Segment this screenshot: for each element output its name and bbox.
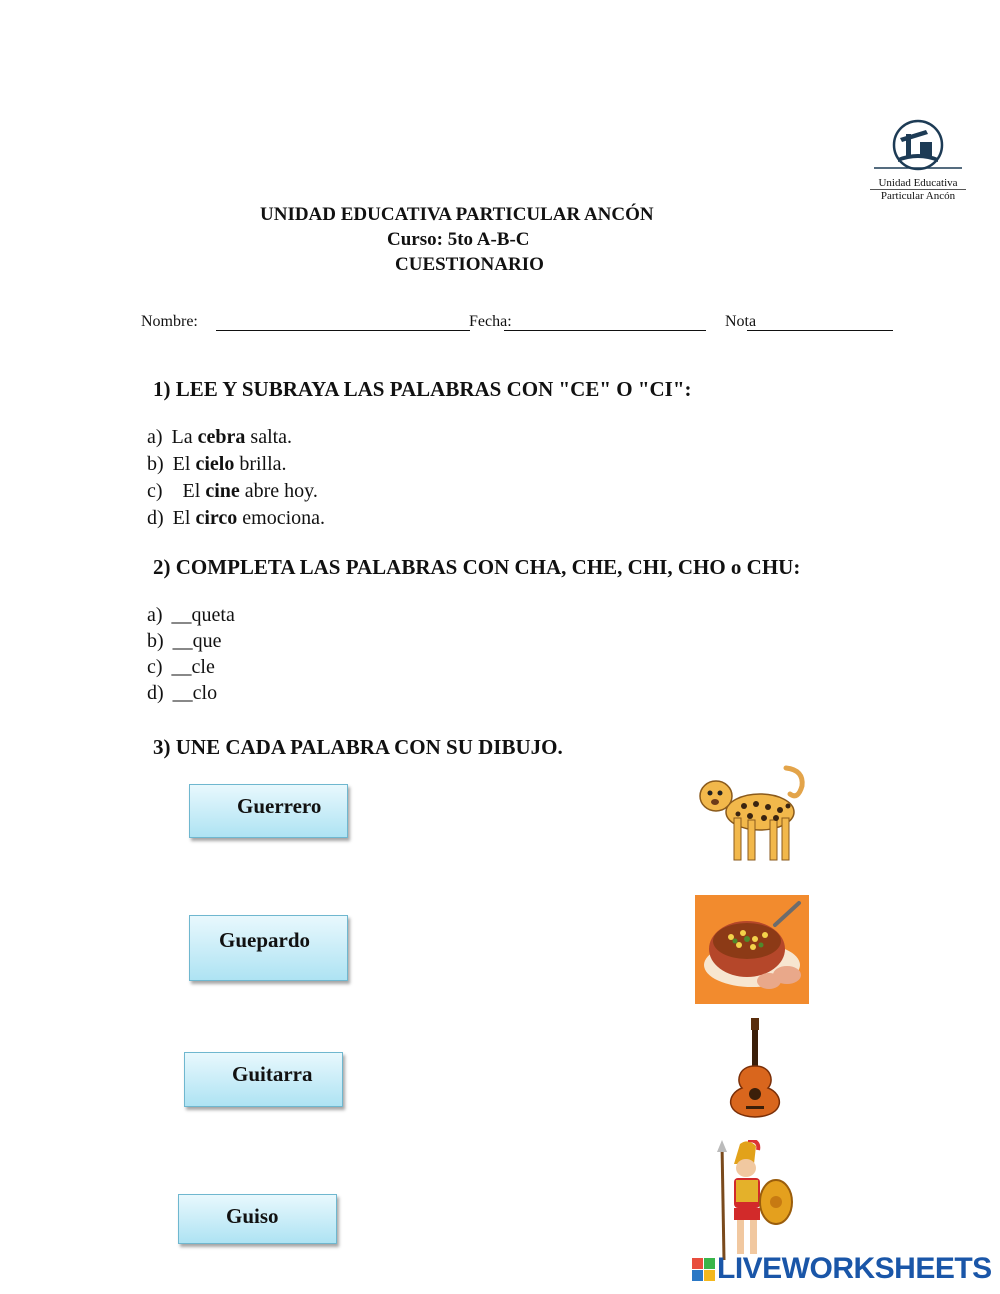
word-label: Guitarra: [232, 1062, 313, 1086]
list-item[interactable]: [147, 604, 235, 630]
question-2-title: 2) COMPLETA LAS PALABRAS CON CHA, CHE, CHI, CHO o CHU:: [153, 555, 801, 579]
grade-input-line[interactable]: [747, 330, 893, 331]
document-type: CUESTIONARIO: [395, 254, 544, 275]
logo-line-2: Particular Ancón: [870, 189, 966, 202]
item-letter: a): [147, 604, 163, 626]
item-letter: d): [147, 507, 164, 529]
school-logo: [870, 118, 966, 200]
question-1-title: 1) LEE Y SUBRAYA LAS PALABRAS CON "CE" O "CI":: [153, 377, 692, 401]
item-letter: b): [147, 453, 164, 475]
name-label: Nombre:: [141, 313, 198, 330]
item-letter: c): [147, 480, 163, 502]
item-letter: a): [147, 426, 163, 448]
word-label: Guiso: [226, 1204, 279, 1228]
item-letter: b): [147, 630, 164, 652]
word-box-guerrero[interactable]: [189, 784, 348, 838]
list-item[interactable]: [147, 480, 325, 507]
item-blank-word[interactable]: __queta: [171, 604, 235, 626]
item-word[interactable]: cielo: [195, 453, 235, 475]
item-pre: El: [172, 507, 196, 529]
list-item[interactable]: [147, 682, 235, 708]
list-item[interactable]: [147, 656, 235, 682]
school-name: UNIDAD EDUCATIVA PARTICULAR ANCÓN: [260, 204, 654, 225]
word-box-guiso[interactable]: [178, 1194, 337, 1244]
word-label: Guerrero: [237, 794, 322, 818]
course-label: Curso: 5to A-B-C: [387, 229, 530, 250]
name-input-line[interactable]: [216, 330, 470, 331]
warrior-picture[interactable]: [710, 1140, 798, 1262]
word-box-guitarra[interactable]: [184, 1052, 343, 1107]
item-pre: La: [171, 426, 198, 448]
grade-label: Nota: [725, 313, 757, 330]
cheetah-picture[interactable]: [694, 760, 812, 872]
stew-picture[interactable]: [695, 895, 809, 1004]
date-input-line[interactable]: [504, 330, 706, 331]
brand-name: LIVEWORKSHEETS: [717, 1252, 992, 1285]
word-label: Guepardo: [219, 928, 311, 952]
item-word[interactable]: cebra: [197, 426, 246, 448]
item-pre: El: [172, 453, 196, 475]
logo-line-1: Unidad Educativa: [878, 177, 958, 189]
item-blank-word[interactable]: __cle: [171, 656, 215, 678]
question-2-list: [147, 604, 235, 708]
item-word[interactable]: circo: [195, 507, 238, 529]
item-blank-word[interactable]: __que: [172, 630, 222, 652]
item-blank-word[interactable]: __clo: [172, 682, 218, 704]
item-post: emociona.: [237, 507, 326, 529]
item-post: brilla.: [234, 453, 287, 475]
guitar-picture[interactable]: [718, 1016, 792, 1120]
date-label: Fecha:: [469, 313, 512, 330]
list-item[interactable]: [147, 453, 325, 480]
item-letter: d): [147, 682, 164, 704]
item-pre: El: [177, 480, 206, 502]
question-3-title: 3) UNE CADA PALABRA CON SU DIBUJO.: [153, 735, 563, 759]
word-box-guepardo[interactable]: [189, 915, 348, 981]
liveworksheets-logo[interactable]: [692, 1252, 992, 1286]
list-item[interactable]: [147, 507, 325, 534]
brand-icon: [692, 1258, 715, 1281]
question-1-list: [147, 426, 325, 534]
item-word[interactable]: cine: [205, 480, 240, 502]
item-letter: c): [147, 656, 163, 678]
list-item[interactable]: [147, 426, 325, 453]
item-post: abre hoy.: [239, 480, 318, 502]
list-item[interactable]: [147, 630, 235, 656]
item-post: salta.: [245, 426, 293, 448]
